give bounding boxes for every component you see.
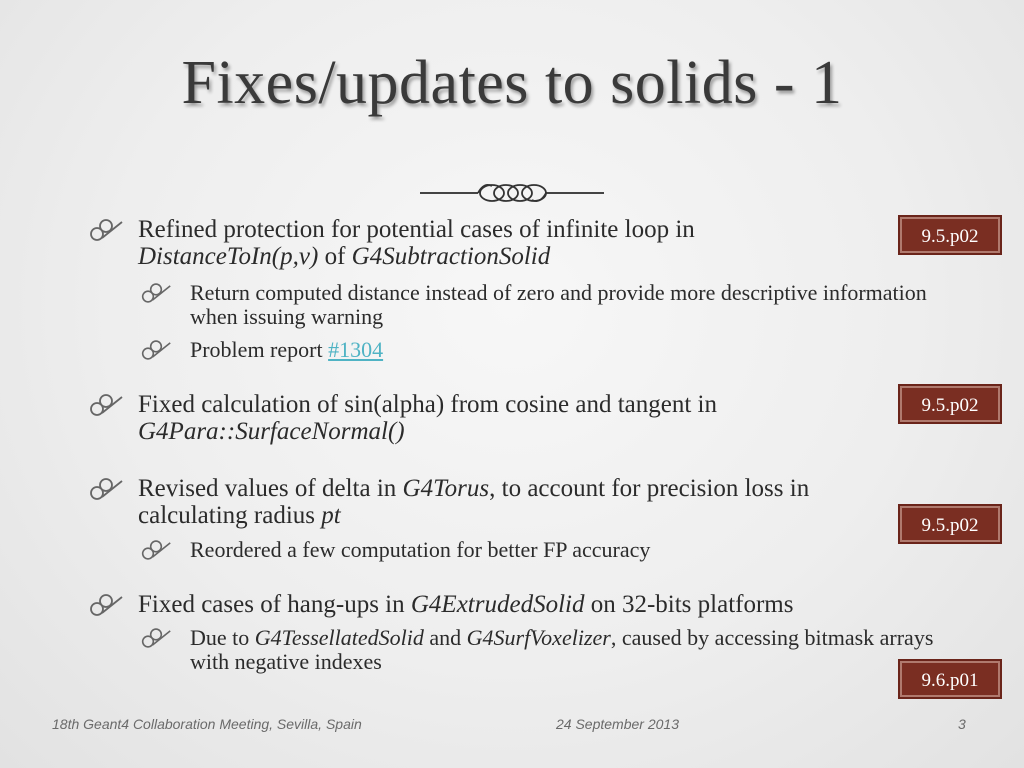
- version-badge: 9.6.p01: [898, 659, 1002, 699]
- interlinked-loops-bullet-icon: [140, 283, 172, 303]
- bullet-item: [88, 475, 908, 529]
- interlinked-loops-bullet-icon: [88, 394, 124, 416]
- sub-bullet-item: [140, 281, 970, 329]
- bullet-text: Fixed calculation of sin(alpha) from cosine and tangent in: [138, 391, 717, 418]
- bullet-text: Fixed cases of hang-ups in: [138, 591, 411, 618]
- sub-bullet-item: [140, 538, 970, 562]
- version-badge: 9.5.p02: [898, 215, 1002, 255]
- code-term: DistanceToIn(p,v): [138, 243, 319, 270]
- bullet-item: [88, 216, 868, 270]
- bullet-text: Refined protection for potential cases of infinite loop in: [138, 216, 695, 243]
- sub-bullet-item: [140, 626, 970, 674]
- slide-title: Fixes/updates to solids - 1: [181, 49, 843, 117]
- code-term: G4SurfVoxelizer: [466, 625, 611, 650]
- code-term: G4Torus: [402, 475, 490, 502]
- page-number: 3: [958, 716, 966, 732]
- code-term: pt: [321, 502, 341, 529]
- interlinked-loops-bullet-icon: [140, 628, 172, 648]
- sub-bullet-text: , caused by accessing bitmask arrays with negative indexes: [190, 625, 934, 674]
- version-badge: 9.5.p02: [898, 384, 1002, 424]
- interlinked-loops-bullet-icon: [140, 540, 172, 560]
- footer-date: 24 September 2013: [556, 716, 679, 732]
- interlinked-loops-bullet-icon: [140, 340, 172, 360]
- interlinked-loops-bullet-icon: [88, 594, 124, 616]
- bullet-text: on 32-bits platforms: [584, 591, 794, 618]
- bullet-item: [88, 391, 868, 445]
- code-term: G4SubtractionSolid: [351, 243, 551, 270]
- code-term: G4Para::SurfaceNormal(): [138, 418, 405, 445]
- interlinked-loops-bullet-icon: [88, 219, 124, 241]
- code-term: G4ExtrudedSolid: [410, 591, 585, 618]
- sub-bullet-text: Reordered a few computation for better FP accuracy: [190, 537, 651, 562]
- problem-report-link[interactable]: #1304: [328, 337, 384, 362]
- ornamental-scroll-divider-icon: [420, 178, 604, 208]
- code-term: G4TessellatedSolid: [254, 625, 424, 650]
- sub-bullet-text: Return computed distance instead of zero and provide more descriptive information when issuing warning: [190, 280, 927, 329]
- version-badge: 9.5.p02: [898, 504, 1002, 544]
- bullet-text: , to account for precision loss in calculating radius: [138, 475, 810, 529]
- bullet-item: [88, 591, 868, 618]
- bullet-text: Revised values of delta in: [138, 475, 403, 502]
- sub-bullet-text: Due to: [190, 625, 255, 650]
- sub-bullet-text: and: [423, 625, 467, 650]
- footer-conference: 18th Geant4 Collaboration Meeting, Sevilla, Spain: [52, 716, 362, 732]
- sub-bullet-text: Problem report: [190, 337, 329, 362]
- sub-bullet-item: [140, 338, 970, 362]
- bullet-text: of: [318, 243, 352, 270]
- interlinked-loops-bullet-icon: [88, 478, 124, 500]
